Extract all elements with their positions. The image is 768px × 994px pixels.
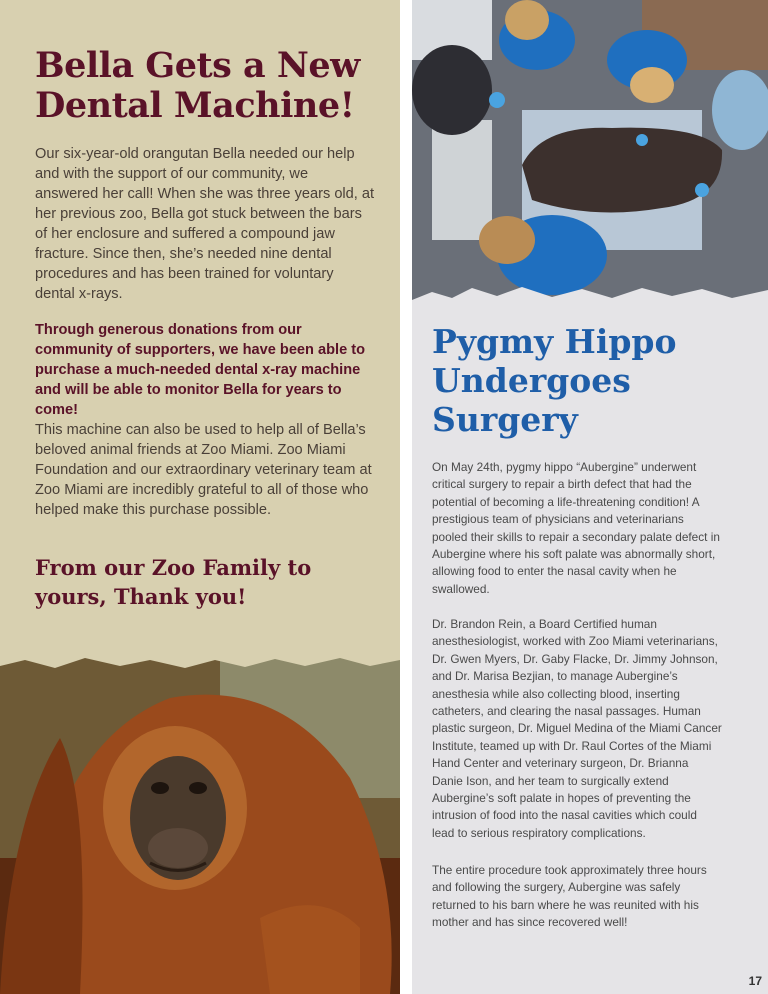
bella-donation-paragraph	[35, 320, 380, 520]
page-number: 17	[748, 974, 762, 988]
bella-highlight-text: Through generous donations from our community of supporters, we have been able to purchase a much-needed dental x-ray machine and will be able to monitor Bella for years to come!	[35, 322, 366, 418]
hippo-title: Pygmy Hippo Undergoes Surgery	[432, 322, 677, 439]
bella-title: Bella Gets a New Dental Machine!	[35, 45, 360, 126]
bella-intro-paragraph: Our six-year-old orangutan Bella needed our help and with the support of our community, we answered her call! When she was three years old, at her previous zoo, Bella got stuck between the bars of her enclosure and suffered a compound jaw fracture. Since then, she’s needed nine dental procedures and has been trained for voluntary dental x-rays.	[35, 146, 375, 302]
hippo-paragraph-1: On May 24th, pygmy hippo “Aubergine” underwent critical surgery to repair a birth defect that had the potential of becoming a life-threatening condition! A prestigious team of physicians and veterinarians pooled their skills to repair a secondary palate defect in Aubergine where his soft palate was abnormally short, allowing food to enter the nasal cavity when he swallowed.	[432, 460, 720, 596]
orangutan-bella-photo	[0, 658, 400, 994]
hippo-surgery-photo	[412, 0, 768, 312]
bella-body-text: This machine can also be used to help all of Bella’s beloved animal friends at Zoo Miami. Zoo Miami Foundation and our extraordinary veterinary team at Zoo Miami are incredibly grateful to all of those who helped make this purchase possible.	[35, 422, 372, 518]
page-gutter	[400, 0, 412, 994]
hippo-paragraph-3: The entire procedure took approximately three hours and following the surgery, Aubergine was safely returned to his barn where he was reunited with his mother and has since recovered well!	[432, 863, 707, 930]
bella-thank-you-heading: From our Zoo Family to yours, Thank you!	[35, 555, 312, 609]
hippo-paragraph-2: Dr. Brandon Rein, a Board Certified human anesthesiologist, worked with Zoo Miami veterinarians, Dr. Gwen Myers, Dr. Gaby Flacke, Dr. Jimmy Johnson, and Dr. Marisa Bezjian, to manage Aubergine’s anesthesia while also collecting blood, inserting catheters, and clearing the nasal passages. Human plastic surgeon, Dr. Miguel Medina of the Miami Cancer Institute, teamed up with Dr. Raul Cortes of the Miami Hand Center and veterinary surgeon, Dr. Brianna Danie Ison, and her team to surgically extend Aubergine’s soft palate in hopes of preventing the intrusion of food into the nasal cavities which could lead to serious respiratory complications.	[432, 617, 722, 840]
